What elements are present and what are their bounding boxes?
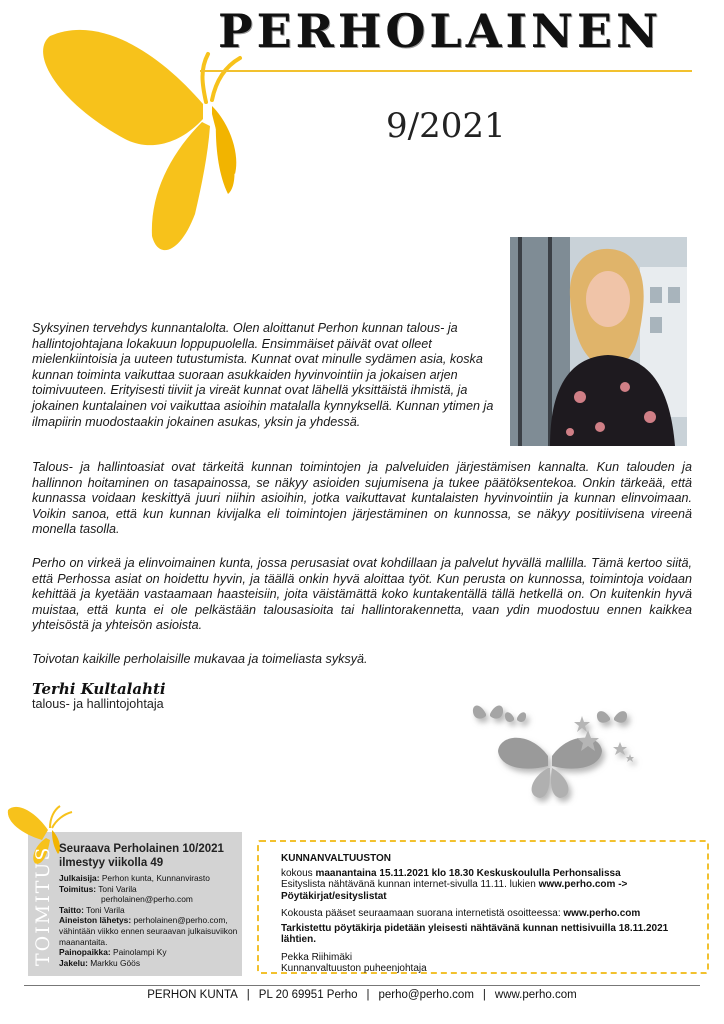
info-label: Julkaisija: [59,873,100,883]
author-photo [510,237,687,446]
article-paragraph: Perho on virkeä ja elinvoimainen kunta, jossa perusasiat ovat kohdillaan ja palvelut hyvällä mallilla. Tämä kertoo siitä, että Perhossa asiat on hoidettu hyvin, ja täällä onkin hyvä aloittaa työt. Kun perusta on kunnossa, toimintoja voidaan kehittää ja kyetään vastaamaan haasteisiin, joita väistämättä koko kuntakentällä tällä hetkellä on. On kuitenkin hyvä muistaa, että kunta ei ole pelkästään talousasioita tai hallintorakennetta, vaan ydin muodostuu ennen kaikkea yhteisöstä ja yhteisön asioista. [32,556,692,633]
author-title: talous- ja hallintojohtaja [32,697,164,711]
council-signer: Pekka Riihimäki [281,952,353,963]
council-minutes-info: Tarkistettu pöytäkirja pidetään yleisesti nähtävänä kunnan nettisivuilla 18.11.2021 lähtien. [281,923,669,946]
masthead-title: PERHOLAINEN [218,4,663,58]
info-label: Aineiston lähetys: [59,915,132,926]
council-meeting-info [281,868,701,902]
info-row [59,958,241,969]
footer-separator: | [366,989,370,1001]
info-label: Toimitus: [59,883,97,894]
info-value: Toni Varila [83,904,125,915]
council-stream-info [281,908,701,919]
article-paragraph: Syksyinen tervehdys kunnantalolta. Olen aloittanut Perhon kunnan talous- ja hallintojohtajana lokakuun loppupuolella. Ensimmäiset päivät ovat olleet mielenkiintoisia ja uuteen tutustumista. Kunnat ovat minulle sydämen asia, koska kunnan toiminta vaikuttaa suoraan asukkaiden hyvinvointiin ja jokaisen arjen toimivuuteen. Erityisesti tiiviit ja vireät kunnat ovat lähellä yksittäistä ihmistä, ja jokainen kuntalainen voi vaikuttaa asioihin matalalla kynnyksellä. Kunnan ytimen ja ilmapiirin muodostaakin jokainen asukas, yksin ja yhdessä. [32,321,494,429]
council-link[interactable]: www.perho.com [563,908,641,919]
council-link[interactable]: www.perho.com -> Pöytäkirjat/esityslistat [281,879,628,902]
footer-org: PERHON KUNTA [147,989,238,1001]
footer-web-link[interactable]: www.perho.com [494,989,577,1001]
info-row [59,947,241,958]
article-paragraph: Talous- ja hallintoasiat ovat tärkeitä kunnan toimintojen ja palveluiden järjestämisen kannalta. Kun talouden ja hallinnon hoitaminen on tasapainossa, se näkyy asioiden sujumisena ja tukee päätöksentekoa. Onkin tärkeää, että kunnassa voidaan keskittyä juuri niihin asioihin, jotka vaikuttavat kuntalaisten hyvinvointiin ja kunnan elinvoimaan. Voikin sanoa, että kun kunnan kivijalka eli toimintojen järjestäminen on kunnossa, se näkyy positiivisena vireenä monella tasolla. [32,460,692,537]
council-text: kokous [281,868,316,879]
info-row [59,905,241,916]
next-issue-notice [59,842,239,870]
author-signature: Terhi Kultalahti [32,680,166,698]
next-issue-line: Seuraava Perholainen 10/2021 [59,843,224,855]
next-issue-line: ilmestyy viikolla 49 [59,857,164,869]
issue-number: 9/2021 [386,106,506,146]
council-signer-title: Kunnanvaltuuston puheenjohtaja [281,963,427,974]
footer-separator: | [246,989,250,1001]
info-value: Painolampi Ky [110,947,167,958]
info-value: Markku Göös [87,957,141,968]
info-label: Jakelu: [59,957,88,968]
footer-separator: | [482,989,486,1001]
info-row [59,884,241,895]
title-underline [200,70,692,72]
info-row [59,915,241,947]
footer-email-link[interactable]: perho@perho.com [378,989,474,1001]
decorative-butterflies-icon [470,696,650,806]
footer-divider [24,985,700,986]
info-row [59,894,241,905]
info-value: perholainen@perho.com [101,894,193,905]
council-heading: KUNNANVALTUUSTON [281,853,391,864]
editorial-label: TOIMITUS [32,845,54,966]
info-value: Toni Varila [96,883,137,894]
council-text: Kokousta pääset seuraamaan suorana internetistä osoitteessa: [281,908,564,919]
editorial-info [59,873,241,968]
footer-address: PL 20 69951 Perho [258,989,358,1001]
article-paragraph: Toivotan kaikille perholaisille mukavaa ja toimeliasta syksyä. [32,652,368,666]
info-label: Taitto: [59,904,84,915]
footer [0,989,724,1001]
info-row [59,873,241,884]
council-meeting-time: maanantaina 15.11.2021 klo 18.30 Keskuskoululla Perhonsalissa [315,868,621,879]
info-value: perholainen@perho.com, vähintään viikko ennen seuraavan julkaisuviikon maanantaita. [59,915,238,947]
info-label: Painopaikka: [59,947,111,958]
council-text: Esityslista nähtävänä kunnan internet-sivulla 11.11. lukien [281,879,539,891]
info-value: Perhon kunta, Kunnanvirasto [99,873,210,883]
